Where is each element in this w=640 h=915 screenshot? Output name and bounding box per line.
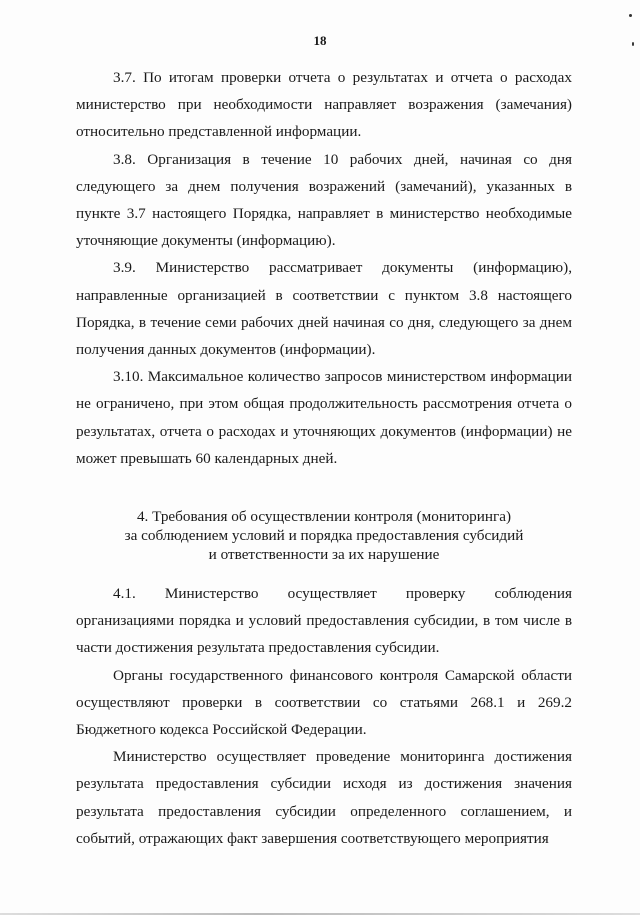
- paragraph-3-7: 3.7. По итогам проверки отчета о результатах и отчета о расходах министерство при необходимости направляет возражения (замечания) относительно представленной информации.: [76, 69, 572, 141]
- scan-speck: [629, 14, 632, 17]
- paragraph-3-9: 3.9. Министерство рассматривает документы (информацию), направленные организацией в соответствии с пунктом 3.8 настоящего Порядка, в течение семи рабочих дней начиная со дня, следующего за днем получения данных документов (информации).: [76, 259, 572, 359]
- paragraph-monitoring: Министерство осуществляет проведение мониторинга достижения результата предоставления субсидии исходя из достижения значения результата предоставления субсидии определенного соглашением, и событий, отражающих факт завершения соответствующего мероприятия: [76, 748, 572, 847]
- section-heading-line: и ответственности за их нарушение: [208, 546, 440, 563]
- section-heading-line: за соблюдением условий и порядка предоставления субсидий: [124, 527, 524, 544]
- paragraph-3-10: 3.10. Максимальное количество запросов министерством информации не ограничено, при этом общая продолжительность рассмотрения отчета о результатах, отчета о расходах и уточняющих документов (информации) не может превышать 60 календарных дней.: [76, 368, 572, 467]
- paragraph-control-bodies: Органы государственного финансового контроля Самарской области осуществляют проверки в соответствии со статьями 268.1 и 269.2 Бюджетного кодекса Российской Федерации.: [76, 666, 572, 739]
- section-heading-line: 4. Требования об осуществлении контроля (мониторинга): [136, 508, 512, 525]
- paragraph-3-8: 3.8. Организация в течение 10 рабочих дней, начиная со дня следующего за днем получения возражений (замечаний), указанных в пункте 3.7 настоящего Порядка, направляет в министерство необходимые уточняющие документы (информацию).: [76, 150, 572, 250]
- body-text-bottom: [76, 580, 572, 852]
- paragraph-4-1: 4.1. Министерство осуществляет проверку соблюдения организациями порядка и условий предоставления субсидии, в том числе в части достижения результата предоставления субсидии.: [76, 585, 572, 657]
- body-text-top: [76, 64, 572, 472]
- section-heading: [76, 507, 572, 564]
- page-number: 18: [313, 33, 327, 48]
